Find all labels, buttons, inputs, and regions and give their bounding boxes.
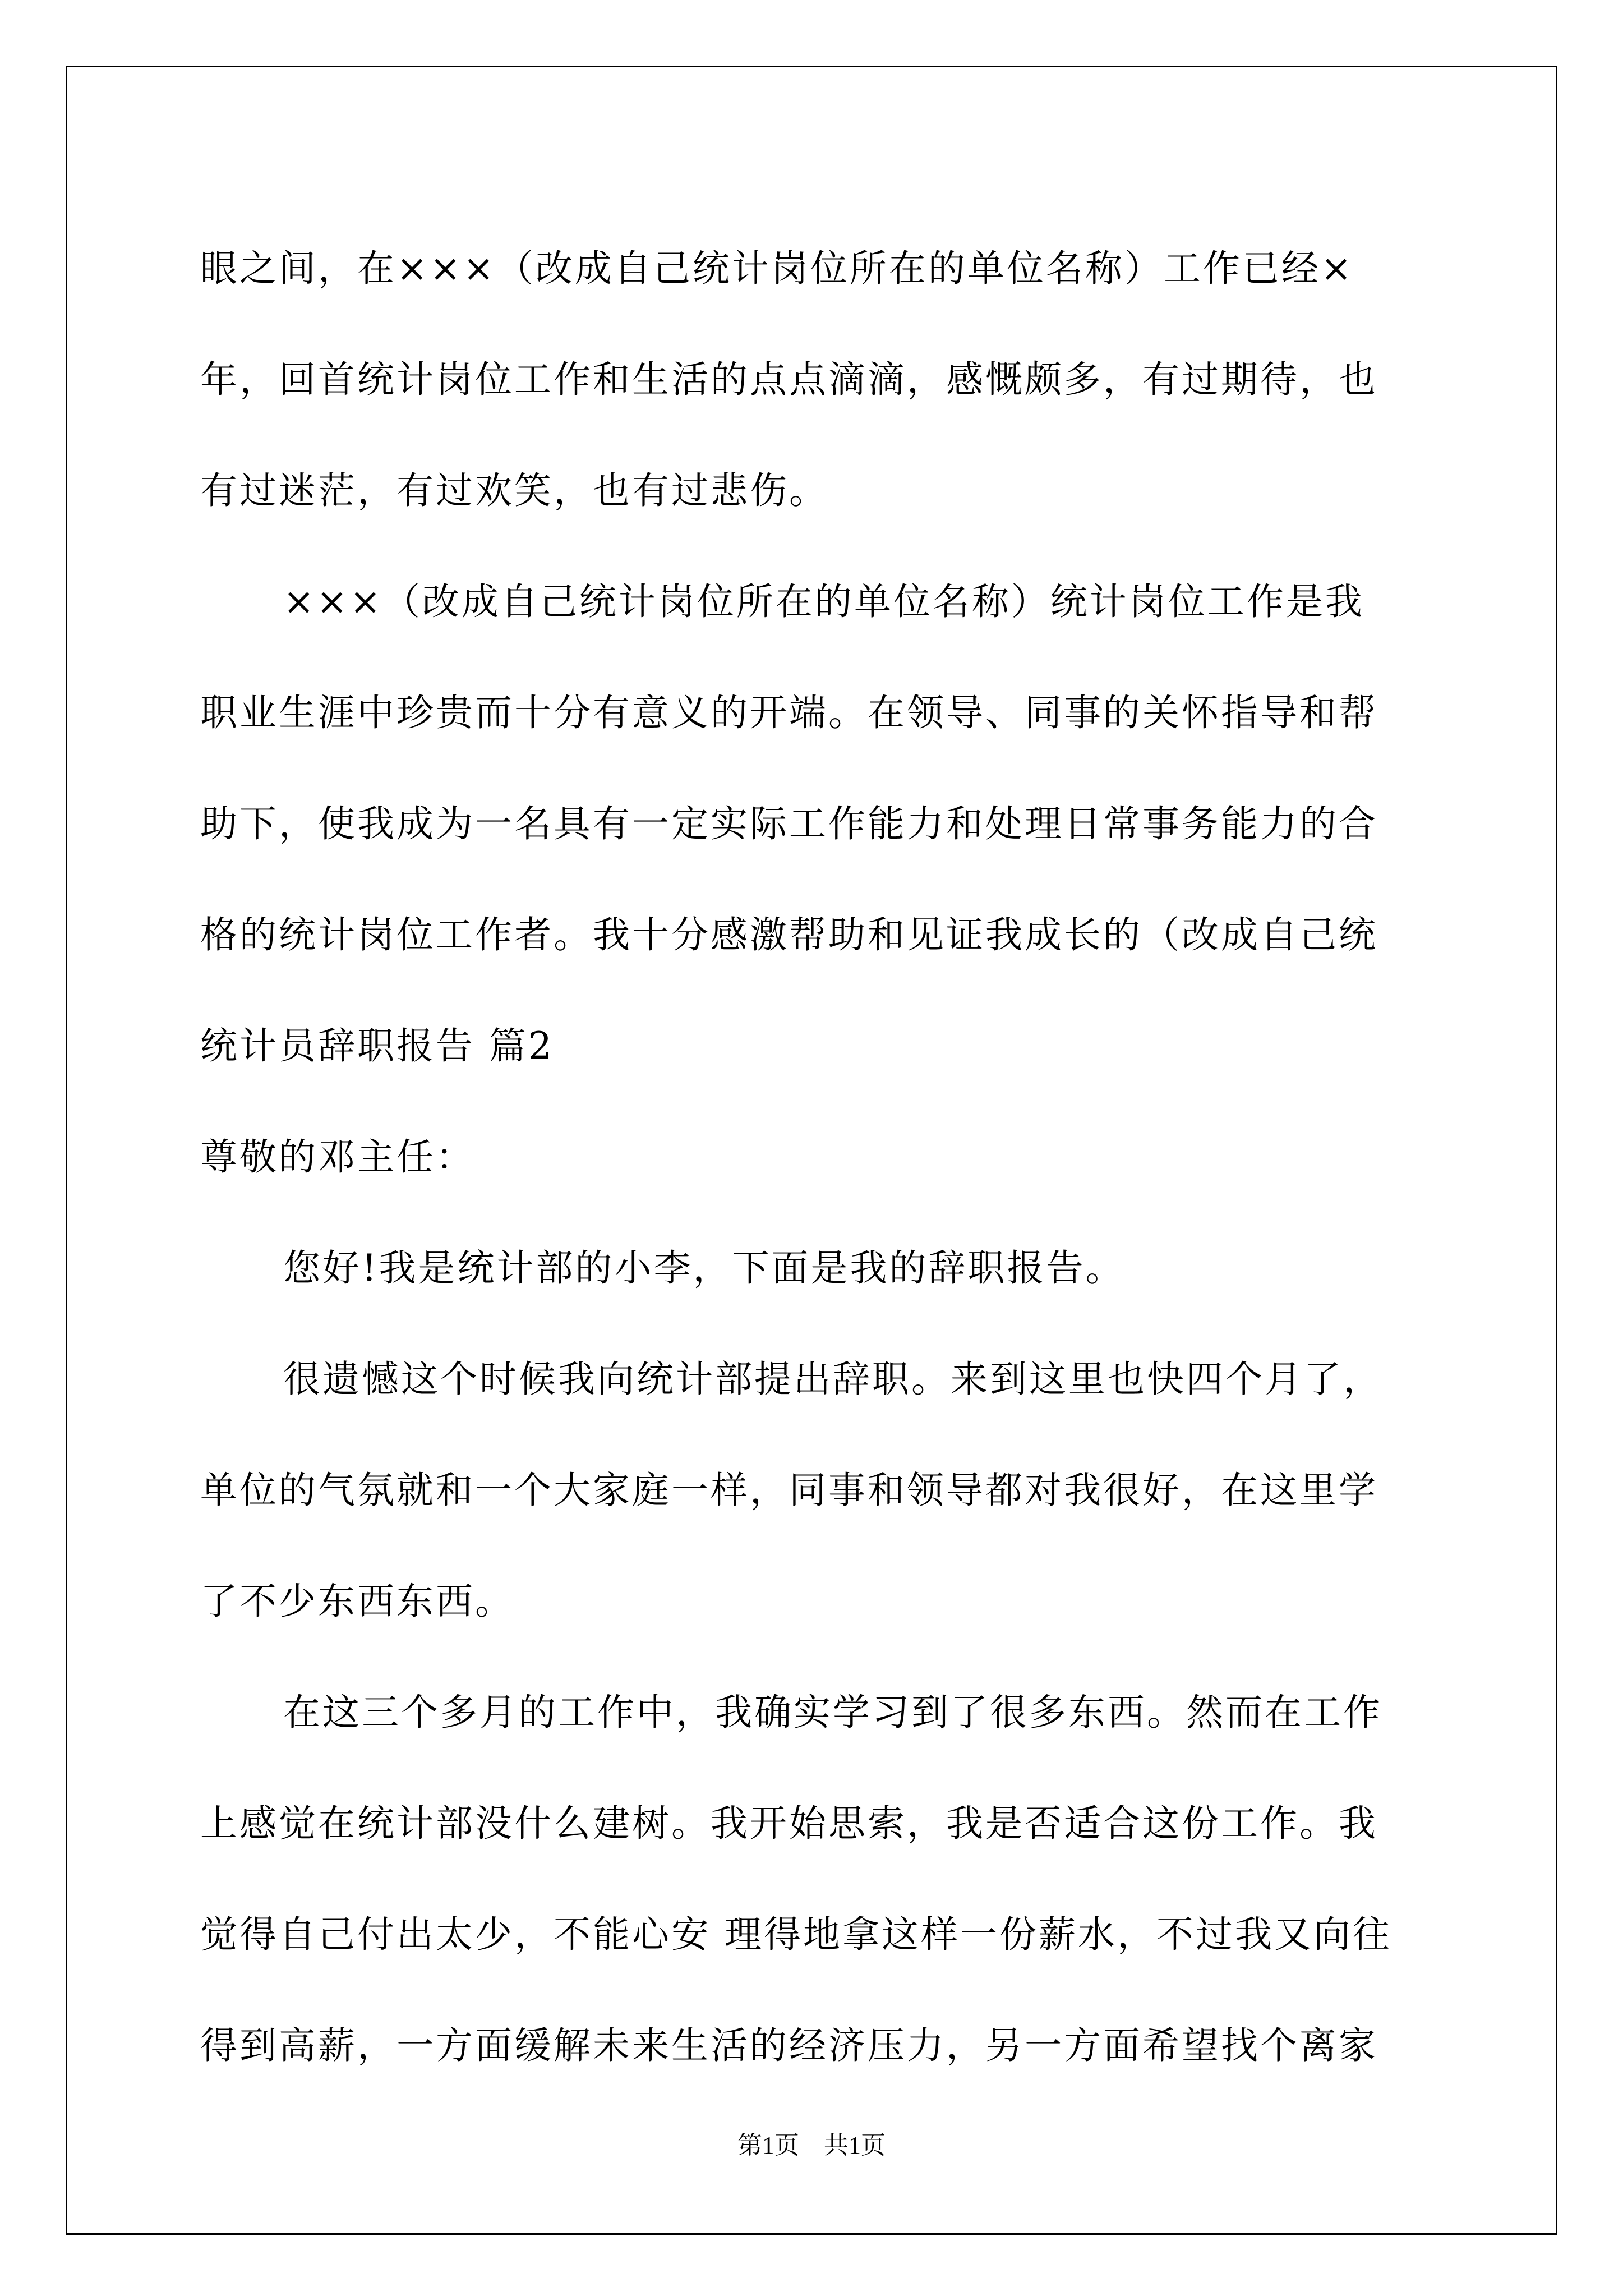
- salutation: 尊敬的邓主任：: [200, 1135, 475, 1179]
- text-line: 得到高薪，一方面缓解未来生活的经济压力，另一方面希望找个离家: [200, 2024, 1378, 2067]
- text-line: 职业生涯中珍贵而十分有意义的开端。在领导、同事的关怀指导和帮: [200, 691, 1378, 734]
- text-line: 觉得自己付出太少，不能心安 理得地拿这样一份薪水，不过我又向往: [200, 1913, 1392, 1956]
- text-line: 单位的气氛就和一个大家庭一样，同事和领导都对我很好，在这里学: [200, 1469, 1378, 1512]
- text-line: 眼之间，在×××（改成自己统计岗位所在的单位名称）工作已经×: [200, 247, 1354, 290]
- text-line: 有过迷茫，有过欢笑，也有过悲伤。: [200, 469, 828, 512]
- page-total: 共1页: [824, 2132, 886, 2159]
- page-footer: [0, 2129, 1623, 2162]
- document-body: [200, 213, 1428, 2101]
- section-heading: 统计员辞职报告 篇2: [200, 1024, 554, 1068]
- text-line: 了不少东西东西。: [200, 1580, 514, 1623]
- text-line: 年，回首统计岗位工作和生活的点点滴滴，感慨颇多，有过期待，也: [200, 358, 1378, 401]
- text-line: 助下，使我成为一名具有一定实际工作能力和处理日常事务能力的合: [200, 802, 1378, 845]
- text-line: 您好!我是统计部的小李，下面是我的辞职报告。: [283, 1246, 1125, 1290]
- text-line: 很遗憾这个时候我向统计部提出辞职。来到这里也快四个月了，: [283, 1358, 1382, 1401]
- text-line: 格的统计岗位工作者。我十分感激帮助和见证我成长的（改成自己统: [200, 913, 1378, 956]
- text-line: 在这三个多月的工作中，我确实学习到了很多东西。然而在工作: [283, 1691, 1382, 1734]
- page-number: 第1页: [737, 2132, 799, 2159]
- text-line: ×××（改成自己统计岗位所在的单位名称）统计岗位工作是我: [283, 580, 1364, 623]
- text-line: 上感觉在统计部没什么建树。我开始思索，我是否适合这份工作。我: [200, 1802, 1378, 1845]
